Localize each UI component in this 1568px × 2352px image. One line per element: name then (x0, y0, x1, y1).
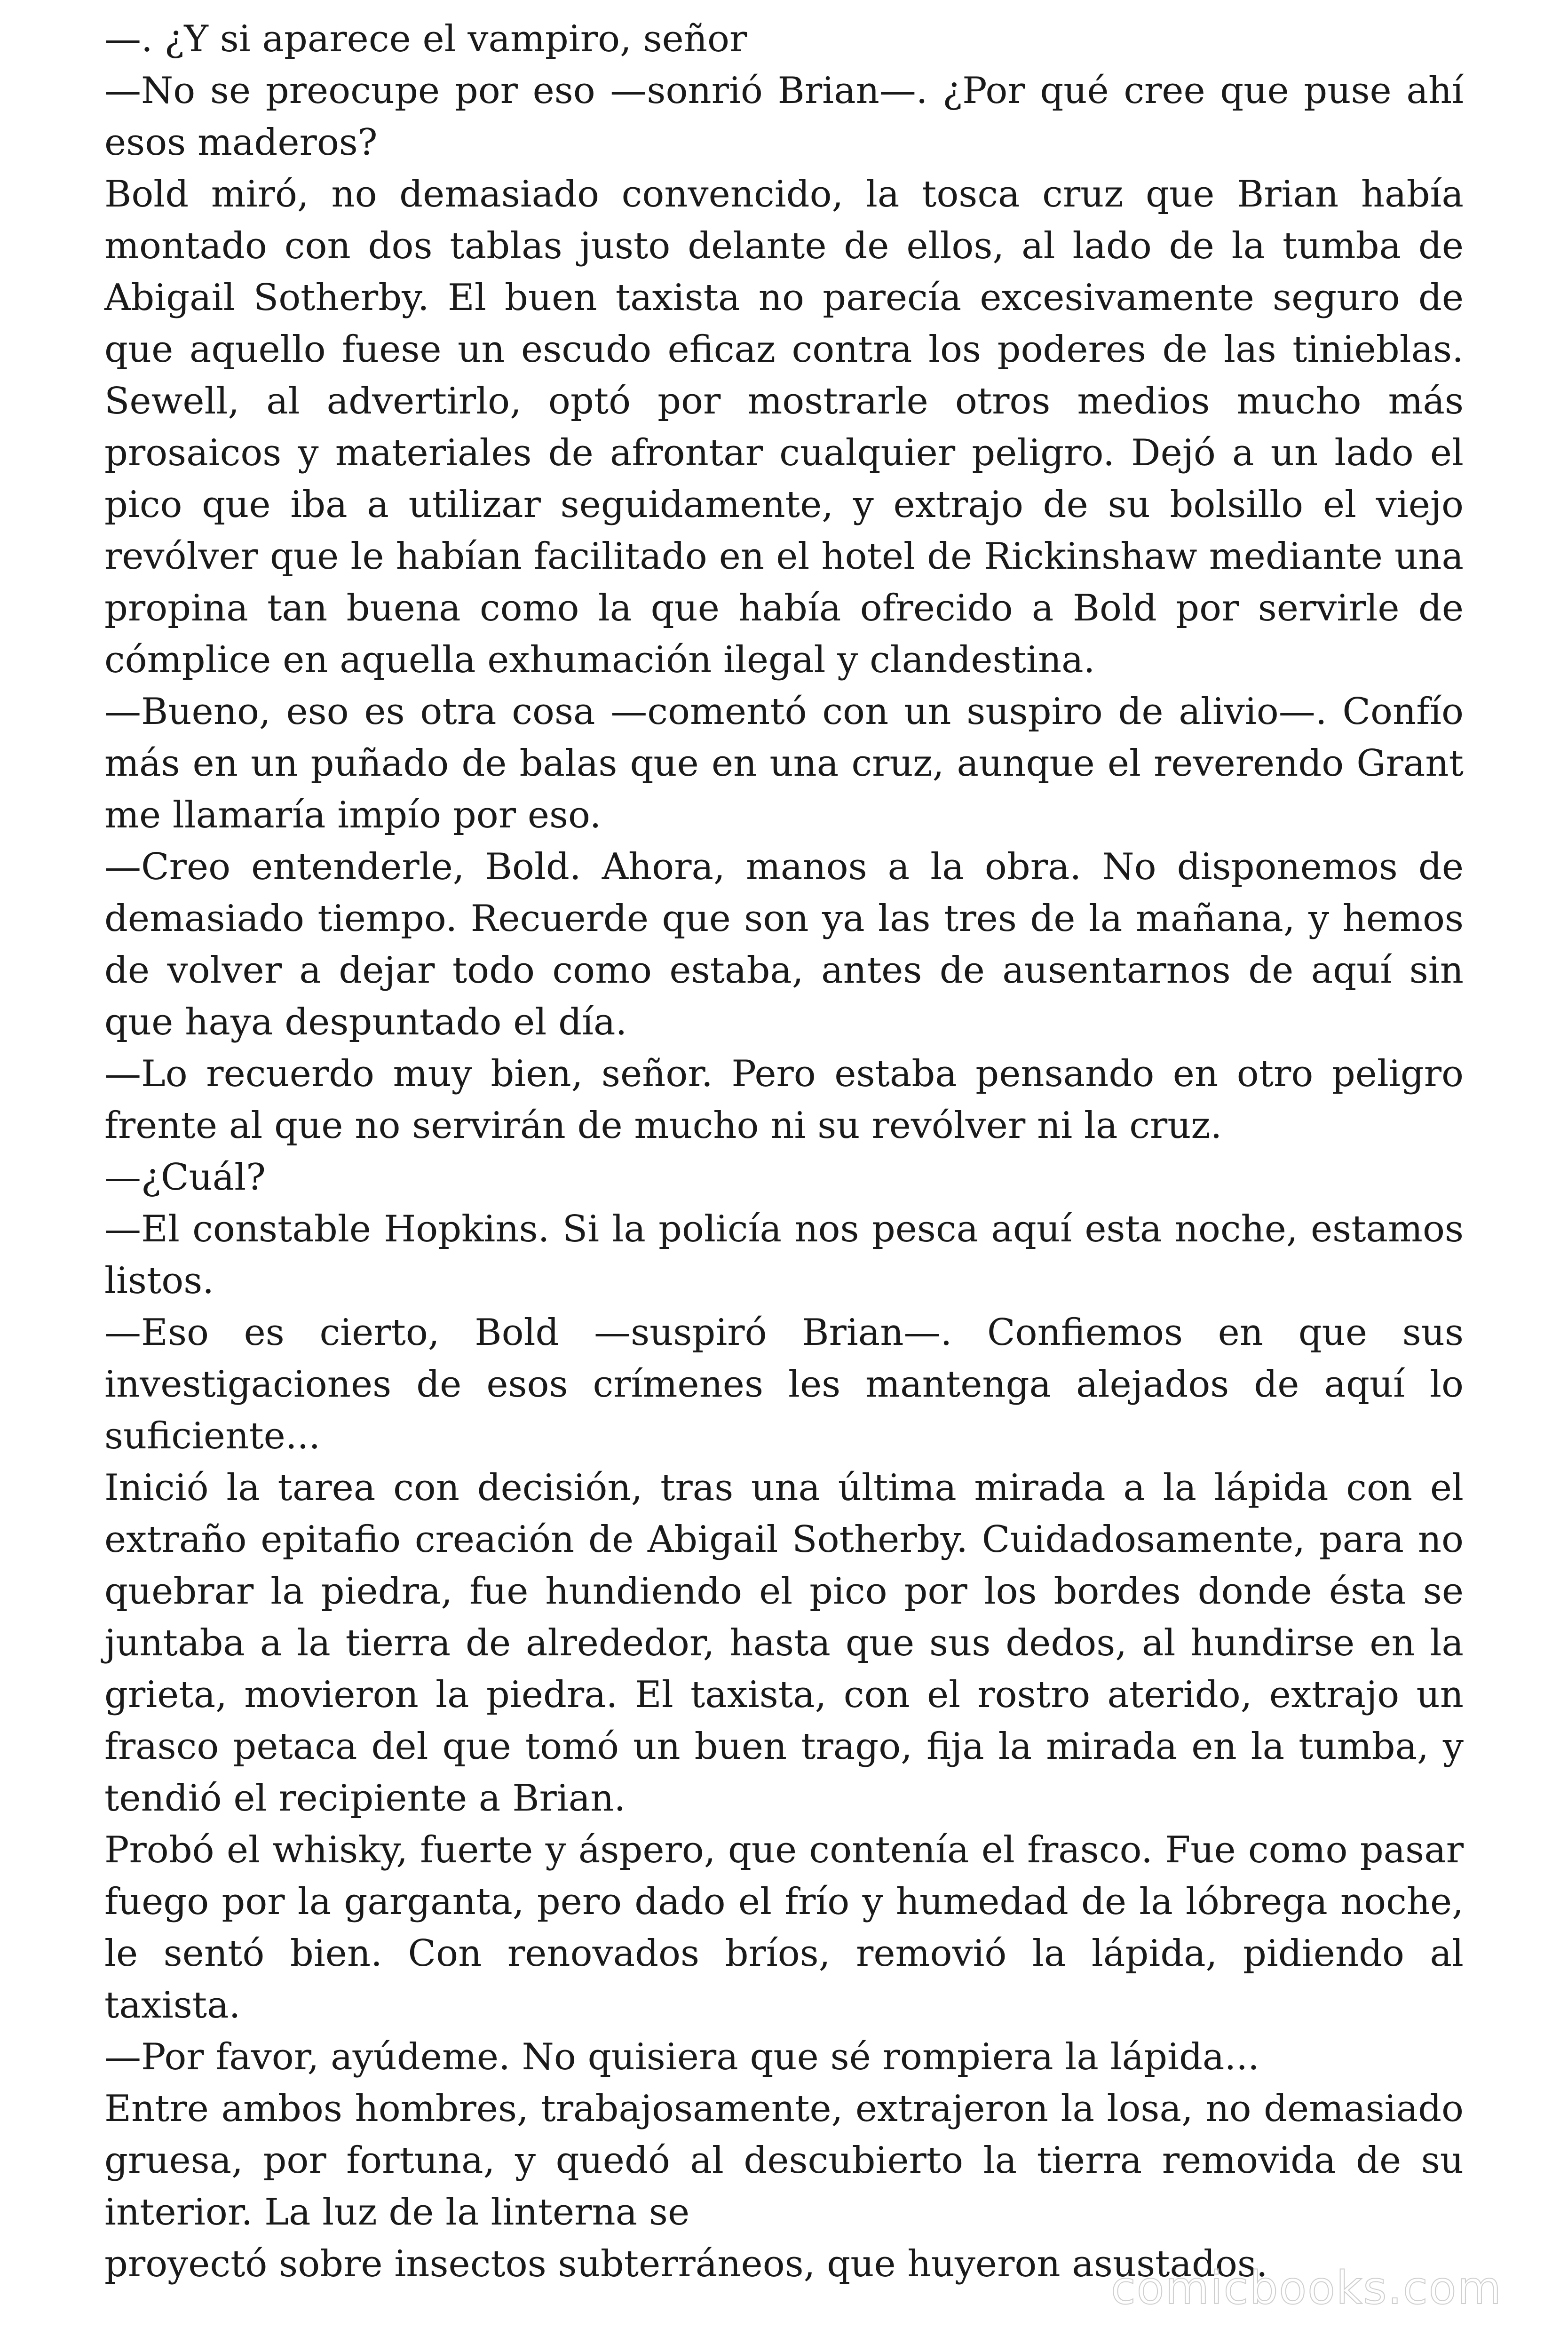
paragraph: —Lo recuerdo muy bien, señor. Pero estaba pensando en otro peligro frente al que no servirán de mucho ni su revólver ni la cruz. (104, 1053, 1464, 1147)
paragraph: Probó el whisky, fuerte y áspero, que contenía el frasco. Fue como pasar fuego por la garganta, pero dado el frío y humedad de la lóbrega noche, le sentó bien. Con renovados bríos, removió la lápida, pidiendo al taxista. (104, 1829, 1464, 2026)
paragraph: —Eso es cierto, Bold —suspiró Brian—. Confiemos en que sus investigaciones de esos crímenes les mantenga alejados de aquí lo suficiente... (104, 1311, 1464, 1457)
paragraph: —. ¿Y si aparece el vampiro, señor (104, 18, 747, 60)
paragraph: Bold miró, no demasiado convencido, la tosca cruz que Brian había montado con dos tablas justo delante de ellos, al lado de la tumba de Abigail Sotherby. El buen taxista no parecía excesivamente seguro de que aquello fuese un escudo eficaz contra los poderes de las tinieblas. Sewell, al advertirlo, optó por mostrarle otros medios mucho más prosaicos y materiales de afrontar cualquier peligro. Dejó a un lado el pico que iba a utilizar seguidamente, y extrajo de su bolsillo el viejo revólver que le habían facilitado en el hotel de Rickinshaw mediante una propina tan buena como la que había ofrecido a Bold por servirle de cómplice en aquella exhumación ilegal y clandestina. (104, 173, 1464, 681)
paragraph: —¿Cuál? (104, 1156, 266, 1199)
watermark: comicbooks.com (1110, 2262, 1502, 2314)
paragraph: proyectó sobre insectos subterráneos, que huyeron asustados. (104, 2243, 1268, 2285)
paragraph: —Por favor, ayúdeme. No quisiera que sé rompiera la lápida... (104, 2036, 1259, 2078)
paragraph: Inició la tarea con decisión, tras una última mirada a la lápida con el extraño epitafio creación de Abigail Sotherby. Cuidadosamente, para no quebrar la piedra, fue hundiendo el pico por los bordes donde ésta se juntaba a la tierra de alrededor, hasta que sus dedos, al hundirse en la grieta, movieron la piedra. El taxista, con el rostro aterido, extrajo un frasco petaca del que tomó un buen trago, fija la mirada en la tumba, y tendió el recipiente a Brian. (104, 1467, 1464, 1820)
paragraph: Entre ambos hombres, trabajosamente, extrajeron la losa, no demasiado gruesa, por fortuna, y quedó al descubierto la tierra removida de su interior. La luz de la linterna se (104, 2088, 1464, 2233)
paragraph: —Creo entenderle, Bold. Ahora, manos a la obra. No disponemos de demasiado tiempo. Recuerde que son ya las tres de la mañana, y hemos de volver a dejar todo como estaba, antes de ausentarnos de aquí sin que haya despuntado el día. (104, 846, 1464, 1043)
paragraph: —No se preocupe por eso —sonrió Brian—. ¿Por qué cree que puse ahí esos maderos? (104, 70, 1464, 164)
paragraph: —El constable Hopkins. Si la policía nos pesca aquí esta noche, estamos listos. (104, 1208, 1464, 1302)
page-body (104, 13, 1464, 2290)
paragraph: —Bueno, eso es otra cosa —comentó con un suspiro de alivio—. Confío más en un puñado de balas que en una cruz, aunque el reverendo Grant me llamaría impío por eso. (104, 691, 1464, 836)
